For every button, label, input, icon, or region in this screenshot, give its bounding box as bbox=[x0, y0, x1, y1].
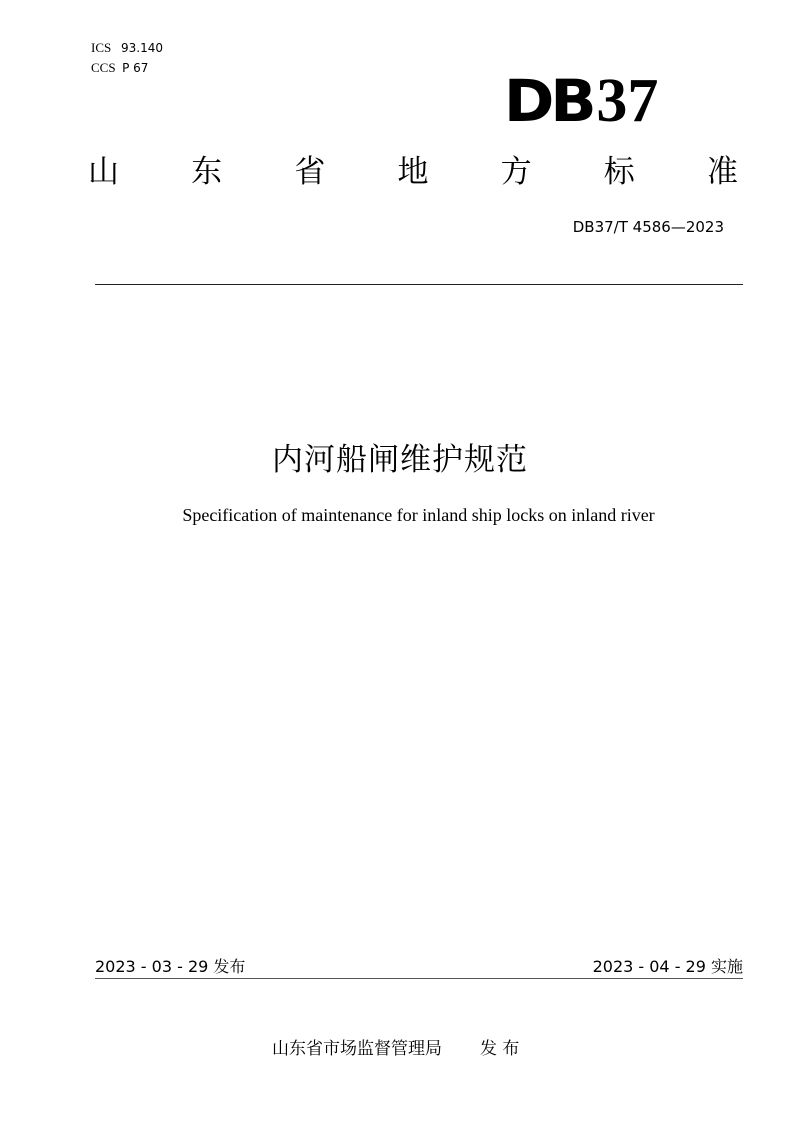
standard-type-char: 标 bbox=[603, 154, 635, 190]
issuer bbox=[272, 1034, 519, 1059]
ccs-value: P 67 bbox=[122, 61, 149, 75]
standard-type-char: 省 bbox=[294, 154, 326, 190]
ics-line bbox=[91, 38, 163, 58]
db37-logo bbox=[503, 67, 659, 135]
standard-type-char: 山 bbox=[88, 154, 119, 190]
standard-type-char: 方 bbox=[500, 154, 532, 190]
issuer-action: 发 布 bbox=[480, 1039, 520, 1059]
document-title-english: Specification of maintenance for inland ship locks on inland river bbox=[182, 505, 655, 525]
classification-codes bbox=[91, 38, 163, 78]
logo-number: 37 bbox=[596, 67, 659, 135]
implement-date: 2023 - 04 - 29 实施 bbox=[592, 957, 743, 976]
standard-type-char: 东 bbox=[191, 154, 223, 190]
standard-type-char: 地 bbox=[397, 154, 429, 190]
publish-date: 2023 - 03 - 29 发布 bbox=[95, 957, 246, 976]
footer-divider bbox=[95, 978, 743, 979]
ics-value: 93.140 bbox=[120, 41, 163, 55]
logo-letters: DB bbox=[503, 67, 593, 135]
ccs-line bbox=[91, 58, 163, 78]
ccs-label: CCS bbox=[91, 60, 116, 75]
issuer-name: 山东省市场监督管理局 bbox=[272, 1039, 442, 1059]
standard-type-heading bbox=[88, 152, 738, 192]
ics-label: ICS bbox=[91, 40, 112, 55]
document-title-chinese: 内河船闸维护规范 bbox=[272, 442, 528, 478]
standard-type-char: 准 bbox=[706, 154, 738, 190]
date-row bbox=[95, 954, 743, 977]
standard-code: DB37/T 4586—2023 bbox=[572, 218, 724, 236]
header-divider bbox=[95, 284, 743, 285]
